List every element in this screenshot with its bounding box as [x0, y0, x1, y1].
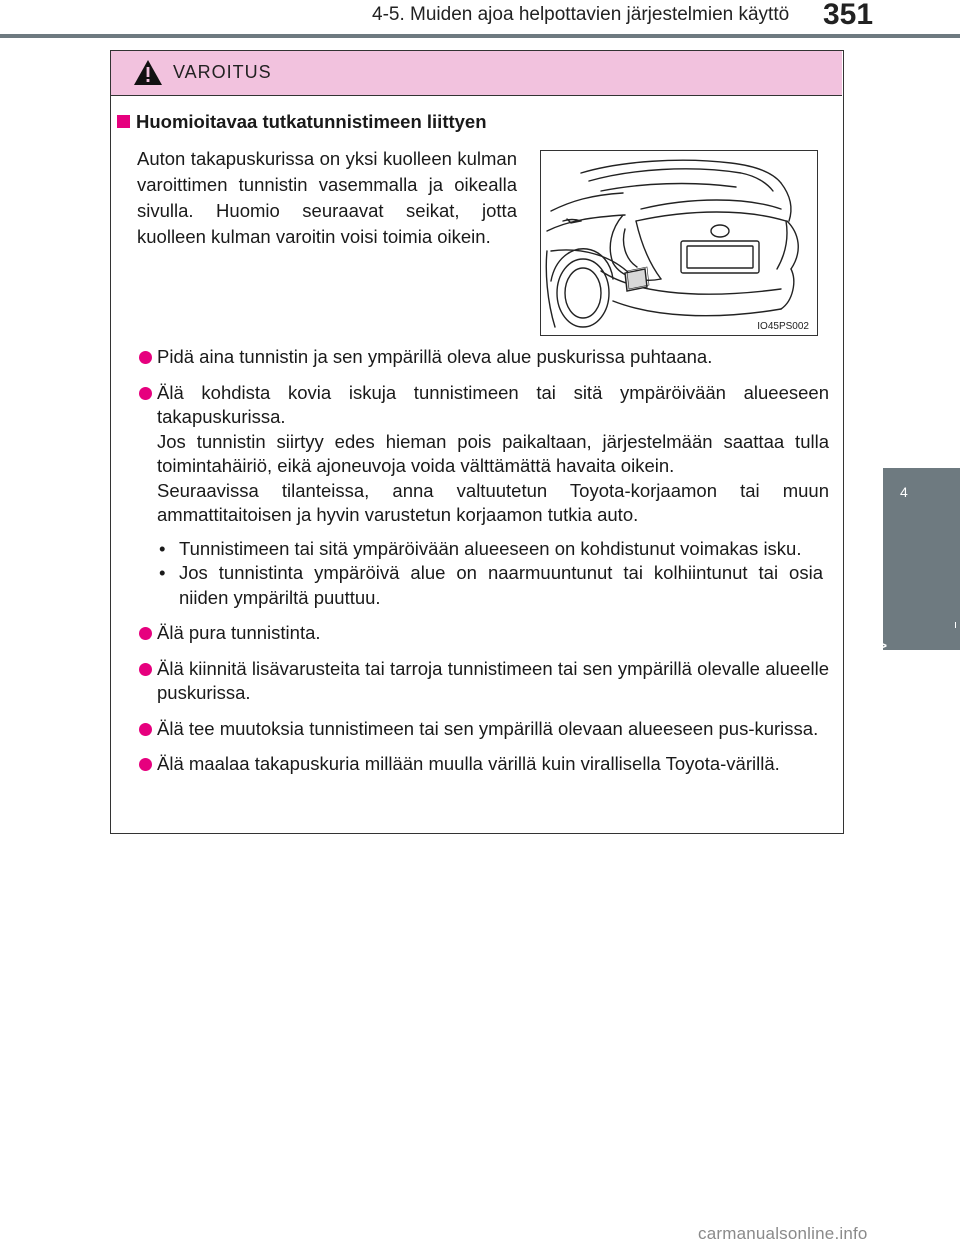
heading-marker-icon — [117, 115, 130, 128]
bullet-dot-icon — [139, 351, 152, 364]
bullet-text: Älä kohdista kovia iskuja tunnistimeen tai sitä ympäröivään alueeseen takapuskurissa. — [157, 381, 829, 427]
sub-bullet-text: Jos tunnistinta ympäröivä alue on naarmuuntunut tai kolhiintunut tai osia niiden ympäriltä puuttuu. — [179, 562, 823, 608]
illustration-code: IO45PS002 — [757, 321, 809, 332]
section-heading-text: Huomioitavaa tutkatunnistimeen liittyen — [136, 111, 487, 132]
warning-title: VAROITUS — [173, 62, 272, 82]
bullet-text: Pidä aina tunnistin ja sen ympärillä oleva alue puskurissa puhtaana. — [157, 346, 713, 367]
side-tab-tick — [955, 622, 956, 628]
sensor-highlight — [625, 267, 649, 291]
bullet-dot-icon — [139, 627, 152, 640]
bullet-item — [139, 345, 829, 370]
warning-triangle-icon — [133, 59, 163, 86]
chapter-label — [871, 560, 932, 711]
sub-bullet-text: Tunnistimeen tai sitä ympäröivään alueeseen on kohdistunut voimakas isku. — [179, 537, 802, 559]
warning-bullets — [139, 345, 829, 788]
bullet-text: Älä pura tunnistinta. — [157, 622, 321, 643]
bullet-item — [139, 717, 829, 742]
car-rear-drawing — [541, 151, 816, 334]
page-number: 351 — [823, 0, 874, 31]
bullet-dot-icon — [139, 758, 152, 771]
watermark[interactable]: carmanualsonline.info — [698, 1224, 868, 1243]
intro-paragraph: Auton takapuskurissa on yksi kuolleen kulman varoittimen tunnistin vasemmalla ja oikealla sivulla. Huomio seuraavat seikat, jotta kuolleen kulman varoitin voisi toimia oikein. — [137, 148, 517, 247]
bullet-item — [139, 381, 829, 611]
sub-bullet-item: • Jos tunnistinta ympäröivä alue on naarmuuntunut tai kolhiintunut tai osia niiden ympäriltä puuttuu. — [159, 562, 823, 608]
header-rule — [0, 34, 960, 38]
bullet-item — [139, 621, 829, 646]
bullet-dot-icon — [139, 387, 152, 400]
bullet-text: Älä kiinnitä lisävarusteita tai tarroja tunnistimeen tai sen ympärillä olevalle alueelle puskurissa. — [157, 657, 829, 703]
bullet-item — [139, 752, 829, 777]
bullet-dot-icon — [139, 723, 152, 736]
bullet-dot-icon — [139, 663, 152, 676]
bullet-text-continued: Seuraavissa tilanteissa, anna valtuutetun Toyota-korjaamon tai muun ammattitaitoisen ja hyvin varustetun korjaamon tutkia auto. — [157, 479, 829, 525]
sub-bullet-list — [157, 537, 829, 611]
bullet-text: Älä tee muutoksia tunnistimeen tai sen ympärillä olevaan alueeseen pus-kurissa. — [157, 717, 819, 739]
page-header — [0, 0, 960, 40]
bullet-text: Älä maalaa takapuskuria millään muulla värillä kuin virallisella Toyota-värillä. — [157, 753, 780, 774]
chapter-label-text: Ajaminen — [871, 640, 890, 711]
bullet-item — [139, 657, 829, 706]
section-heading — [117, 111, 487, 133]
rear-bumper-sensor-illustration — [540, 150, 818, 336]
sub-bullet-item: • Tunnistimeen tai sitä ympäröivään alueeseen on kohdistunut voimakas isku. — [159, 537, 802, 559]
chapter-number: 4 — [900, 484, 908, 500]
chapter-section-title: 4-5. Muiden ajoa helpottavien järjestelmien käyttö — [372, 4, 790, 25]
warning-header — [111, 51, 842, 96]
bullet-text-continued: Jos tunnistin siirtyy edes hieman pois paikaltaan, järjestelmään saattaa tulla toimintahäiriö, eikä ajoneuvoja voida välttämättä havaita oikein. — [157, 430, 829, 476]
warning-box — [110, 50, 844, 834]
